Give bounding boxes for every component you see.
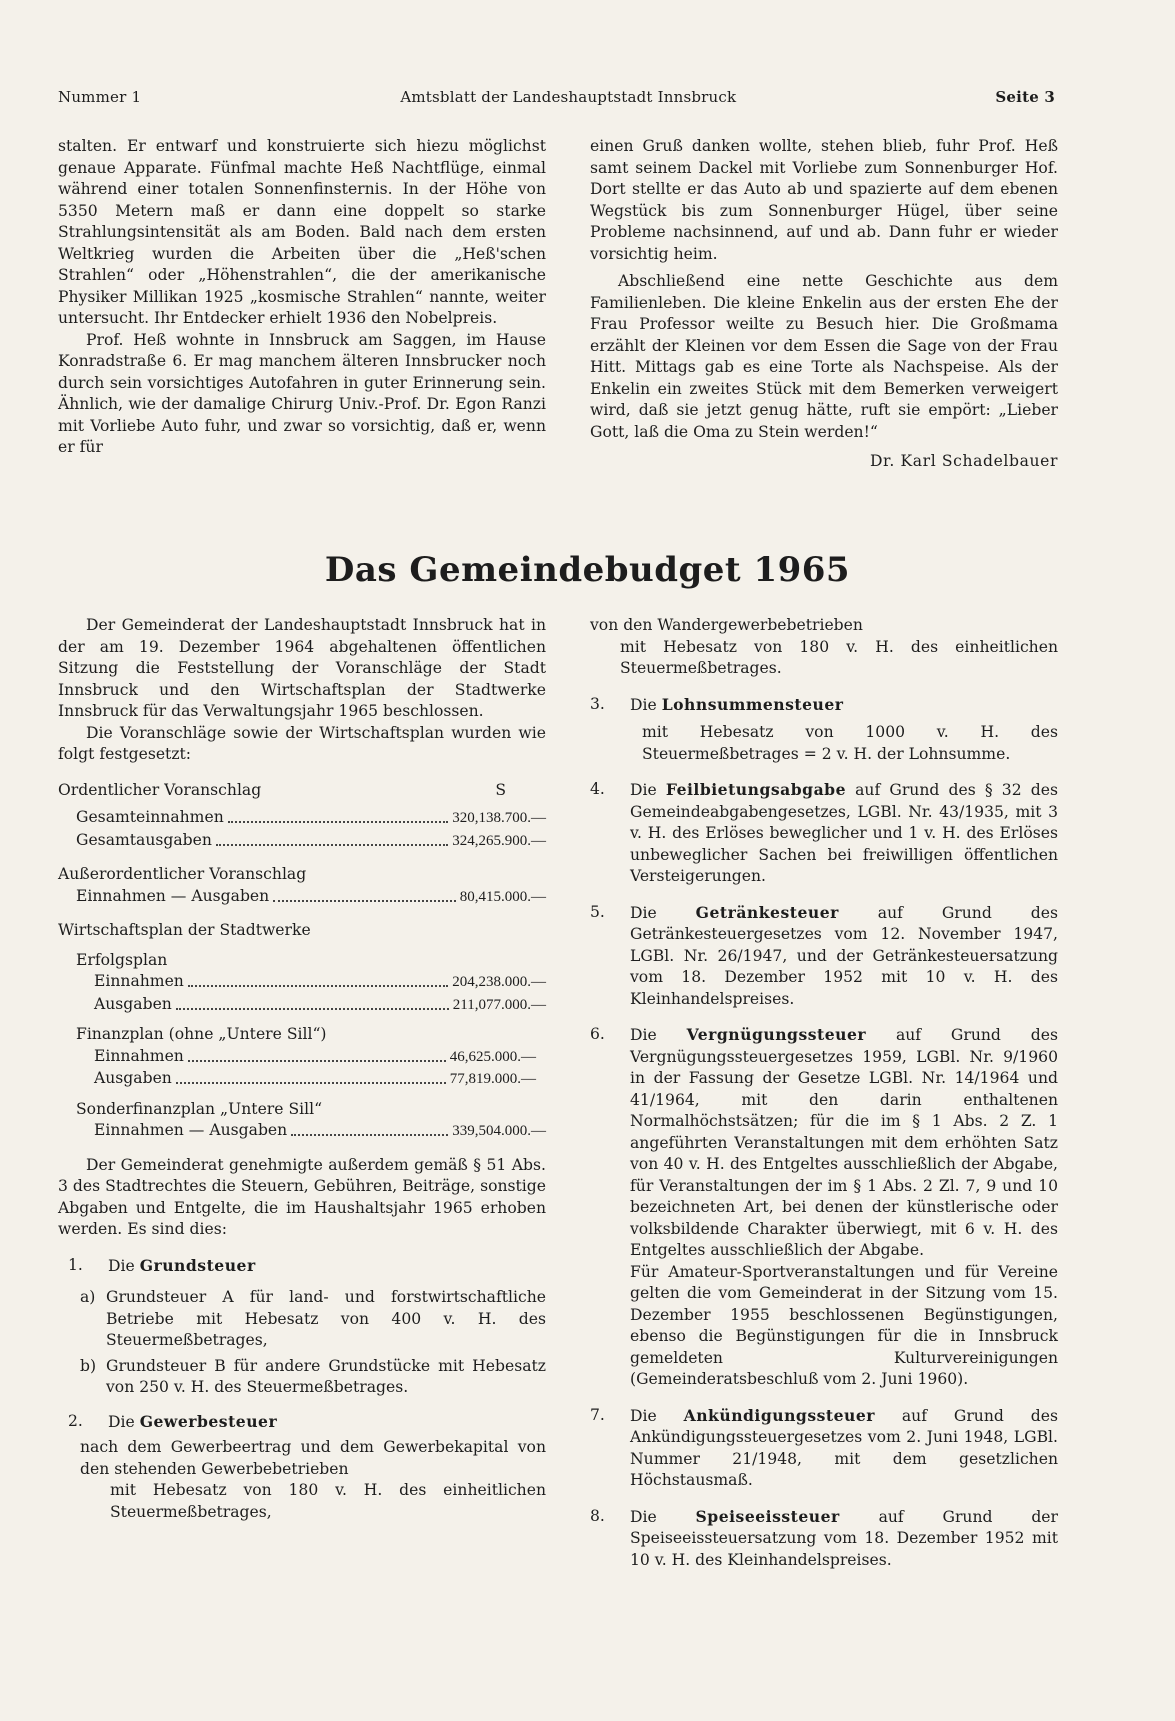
- bottom-left-column: [58, 615, 546, 1523]
- item-text: auf Grund des Vergnügungssteuergesetzes 1959, LGBl. Nr. 9/1960 in der Fassung der Gesetze LGBl. Nr. 14/1964 und 41/1964, mit den darin enthaltenen Normalhöchstsätzen; für die im § 1 Abs. 2 Z. 1 angeführten Veranstaltungen mit dem erhöhten Satz von 40 v. H. des Entgeltes ausschließlich der Abgabe, für Veranstaltungen der im § 1 Abs. 2 Zl. 7, 9 und 10 bezeichneten Art, bei denen der künstlerische oder volksbildende Charakter überwiegt, mit 6 v. H. des Entgeltes ausschließlich der Abgabe.: [630, 1026, 1058, 1259]
- item-prefix: Die: [108, 1412, 135, 1431]
- leader-dots: [228, 821, 449, 823]
- item-number: 1.: [68, 1255, 83, 1274]
- leader-dots: [176, 1082, 446, 1084]
- leader-dots: [273, 900, 456, 902]
- budget-header: [58, 780, 546, 802]
- tax-name: Getränkesteuer: [695, 902, 839, 922]
- budget-value: 320,138.700.—: [452, 810, 546, 826]
- running-header: [58, 88, 1055, 112]
- budget-subtitle: Sonderfinanzplan „Untere Sill“: [76, 1099, 323, 1118]
- publication-title: Amtsblatt der Landeshauptstadt Innsbruck: [400, 88, 737, 106]
- budget-subtitle: Finanzplan (ohne „Untere Sill“): [76, 1025, 327, 1043]
- leader-dots: [188, 985, 448, 987]
- item-prefix: Die: [630, 1026, 657, 1044]
- budget-row: [58, 971, 546, 994]
- paragraph: Prof. Heß wohnte in Innsbruck am Saggen, im Hause Konradstraße 6. Er mag manchem älteren Innsbrucker noch durch sein vorsichtiges Autofahren in guter Erinnerung sein. Ähnlich, wie der damalige Chirurg Univ.-Prof. Dr. Egon Ranzi mit Vorliebe Auto fuhr, und zwar so vorsichtig, daß er, wenn er für: [58, 330, 546, 456]
- tax-item: [590, 1024, 1058, 1391]
- item-number: 4.: [590, 780, 605, 798]
- item-text: mit Hebesatz von 180 v. H. des einheitlichen Steuermeßbetrages.: [620, 637, 1058, 677]
- budget-subtitle: Erfolgsplan: [76, 950, 168, 969]
- item-prefix: Die: [108, 1256, 135, 1275]
- item-prefix: Die: [630, 695, 657, 714]
- item-number: 7.: [590, 1405, 605, 1424]
- tax-name: Grundsteuer: [139, 1255, 256, 1275]
- item-text: Grundsteuer B für andere Grundstücke mit Hebesatz von 250 v. H. des Steuermeßbetrages.: [106, 1356, 546, 1396]
- page-number: Seite 3: [995, 88, 1055, 106]
- budget-value: 211,077.000.—: [452, 996, 546, 1013]
- budget-label: Einnahmen: [94, 972, 184, 990]
- tax-name: Lohnsummensteuer: [661, 694, 844, 714]
- budget-label: Gesamteinnahmen: [76, 808, 224, 826]
- paragraph: Der Gemeinderat der Landeshauptstadt Innsbruck hat in der am 19. Dezember 1964 abgehaltenen öffentlichen Sitzung die Feststellung der Voranschläge der Stadt Innsbruck und den Wirtschaftsplan der Stadtwerke Innsbruck für das Verwaltungsjahr 1965 beschlossen.: [58, 616, 546, 720]
- budget-value: 80,415.000.—: [459, 888, 546, 905]
- tax-list: [58, 1255, 546, 1524]
- budget-extraordinary-title: Außerordentlicher Voranschlag: [58, 865, 307, 883]
- tax-item: [590, 1506, 1058, 1572]
- tax-item: [590, 1405, 1058, 1492]
- budget-row: [58, 1068, 546, 1091]
- paragraph: Die Voranschläge sowie der Wirtschaftsplan wurden wie folgt festgesetzt:: [58, 723, 546, 763]
- item-prefix: Die: [630, 781, 657, 799]
- budget-label: Ausgaben: [94, 1069, 172, 1087]
- budget-value: 204,238.000.—: [452, 974, 546, 990]
- budget-value: 339,504.000.—: [452, 1123, 546, 1139]
- item-number: b): [80, 1356, 97, 1375]
- paragraph: Der Gemeinderat genehmigte außerdem gemäß § 51 Abs. 3 des Stadtrechtes die Steuern, Gebühren, Beiträge, sonstige Abgaben und Entgelte, die im Haushaltsjahr 1965 erhoben werden. Es sind dies:: [58, 1155, 546, 1238]
- leader-dots: [188, 1060, 446, 1062]
- item-text: Für Amateur-Sportveranstaltungen und für Vereine gelten die vom Gemeinderat in der Sitzung vom 15. Dezember 1955 beschlossenen Begünstigungen, ebenso die Begünstigungen für die in Innsbruck gemeldeten Kulturvereinigungen (Gemeinderatsbeschluß vom 2. Juni 1960).: [630, 1262, 1058, 1388]
- budget-row: [58, 994, 546, 1017]
- item-number: 8.: [590, 1506, 605, 1525]
- item-number: 6.: [590, 1025, 605, 1043]
- issue-number: Nummer 1: [58, 88, 142, 106]
- budget-section: [58, 920, 546, 1143]
- budget-row: [58, 1046, 546, 1069]
- tax-item: [590, 902, 1058, 1011]
- budget-business-plan-title: Wirtschaftsplan der Stadtwerke: [58, 921, 311, 939]
- tax-item: [58, 1255, 546, 1278]
- article-title: Das Gemeindebudget 1965: [324, 550, 851, 590]
- item-text: auf Grund des Ankündigungssteuergesetzes vom 2. Juni 1948, LGBl. Nummer 21/1948, mit dem gesetzlichen Höchstausmaß.: [630, 1406, 1058, 1489]
- item-number: 2.: [68, 1411, 83, 1430]
- currency-label: S: [495, 780, 506, 799]
- budget-label: Einnahmen: [94, 1046, 184, 1065]
- budget-row: [58, 807, 546, 830]
- budget-label: Einnahmen — Ausgaben: [76, 886, 270, 905]
- tax-name: Feilbietungsabgabe: [665, 780, 846, 799]
- tax-sub-item: [58, 1356, 546, 1399]
- tax-name: Vergnügungssteuer: [686, 1025, 867, 1044]
- tax-item: [58, 1411, 546, 1434]
- paragraph: stalten. Er entwarf und konstruierte sich hiezu möglichst genaue Apparate. Fünfmal machte Heß Nachtflüge, einmal während einer totalen Sonnenfinsternis. In der Höhe von 5350 Metern maß er dann eine doppelt so starke Strahlungsintensität als am Boden. Bald nach dem ersten Weltkrieg wurden die Arbeiten über die „Heß'schen Strahlen“ oder „Höhenstrahlen“, die der amerikanische Physiker Millikan 1925 „kosmische Strahlen“ nannte, weiter untersucht. Ihr Entdecker erhielt 1936 den Nobelpreis.: [58, 137, 546, 327]
- item-prefix: Die: [630, 903, 657, 922]
- tax-item: [590, 694, 1058, 766]
- budget-label: Ausgaben: [94, 994, 172, 1013]
- item-prefix: Die: [630, 1406, 657, 1425]
- continued-text: [590, 615, 1058, 680]
- item-text: mit Hebesatz von 1000 v. H. des Steuermeßbetrages = 2 v. H. der Lohnsumme.: [642, 723, 1058, 763]
- item-text: auf Grund des Getränkesteuergesetzes vom 12. November 1947, LGBl. Nr. 26/1947, und der Getränkesteuersatzung vom 18. Dezember 1952 mit 10 v. H. des Kleinhandelspreises.: [630, 903, 1058, 1008]
- budget-row: [58, 1120, 546, 1143]
- item-text: nach dem Gewerbeertrag und dem Gewerbekapital von den stehenden Gewerbebetrieben: [80, 1438, 546, 1478]
- budget-value: 324,265.900.—: [452, 832, 546, 849]
- item-text: mit Hebesatz von 180 v. H. des einheitlichen Steuermeßbetrages,: [110, 1481, 546, 1521]
- tax-name: Speiseeissteuer: [695, 1506, 840, 1526]
- paragraph: einen Gruß danken wollte, stehen blieb, fuhr Prof. Heß samt seinem Dackel mit Vorliebe zum Sonnenburger Hof. Dort stellte er das Auto ab und spazierte auf dem ebenen Wegstück bis zum Sonnenburger Hügel, über seine Probleme nachsinnend, auf und ab. Dann fuhr er wieder vorsichtig heim.: [590, 137, 1058, 263]
- leader-dots: [291, 1134, 448, 1136]
- tax-sub-item: [58, 1287, 546, 1352]
- budget-value: 46,625.000.—: [449, 1048, 536, 1065]
- item-number: a): [80, 1288, 96, 1306]
- budget-row: [58, 886, 546, 909]
- item-number: 5.: [590, 902, 605, 921]
- paragraph: Abschließend eine nette Geschichte aus dem Familienleben. Die kleine Enkelin aus der ersten Ehe der Frau Professor weilte zu Besuch hier. Die Großmama erzählt der Kleinen vor dem Essen die Sage von der Frau Hitt. Mittags gab es eine Torte als Nachspeise. Als der Enkelin ein zweites Stück mit dem Bemerken verweigert wird, daß sie jetzt genug hätte, ruft sie empört: „Lieber Gott, laß die Oma zu Stein werden!“: [590, 272, 1058, 441]
- item-text: Grundsteuer A für land- und forstwirtschaftliche Betriebe mit Hebesatz von 400 v. H. des Steuermeßbetrages,: [106, 1288, 546, 1349]
- top-left-column: [58, 136, 546, 459]
- tax-item: [590, 779, 1058, 888]
- item-text: von den Wandergewerbebetrieben: [590, 616, 863, 634]
- item-number: 3.: [590, 694, 605, 713]
- budget-value: 77,819.000.—: [449, 1071, 536, 1087]
- budget-ordinary-title: Ordentlicher Voranschlag: [58, 780, 262, 799]
- top-right-column: [590, 136, 1058, 473]
- leader-dots: [216, 844, 448, 846]
- bottom-right-column: [590, 615, 1058, 1585]
- budget-label: Einnahmen — Ausgaben: [94, 1121, 288, 1139]
- author-signature: Dr. Karl Schadelbauer: [869, 452, 1058, 470]
- leader-dots: [176, 1008, 449, 1010]
- tax-name: Gewerbesteuer: [139, 1411, 278, 1431]
- item-prefix: Die: [630, 1507, 657, 1526]
- budget-row: [58, 830, 546, 853]
- budget-label: Gesamtausgaben: [76, 830, 212, 849]
- item-text: auf Grund der Speiseeissteuersatzung vom 18. Dezember 1952 mit 10 v. H. des Kleinhandelspreises.: [630, 1507, 1058, 1569]
- item-text: auf Grund des § 32 des Gemeindeabgabengesetzes, LGBl. Nr. 43/1935, mit 3 v. H. des Erlöses beweglicher und 1 v. H. des Erlöses unbeweglicher Sachen bei freiwilligen öffentlichen Versteigerungen.: [630, 781, 1058, 885]
- budget-section: [58, 864, 546, 908]
- tax-name: Ankündigungssteuer: [683, 1405, 875, 1425]
